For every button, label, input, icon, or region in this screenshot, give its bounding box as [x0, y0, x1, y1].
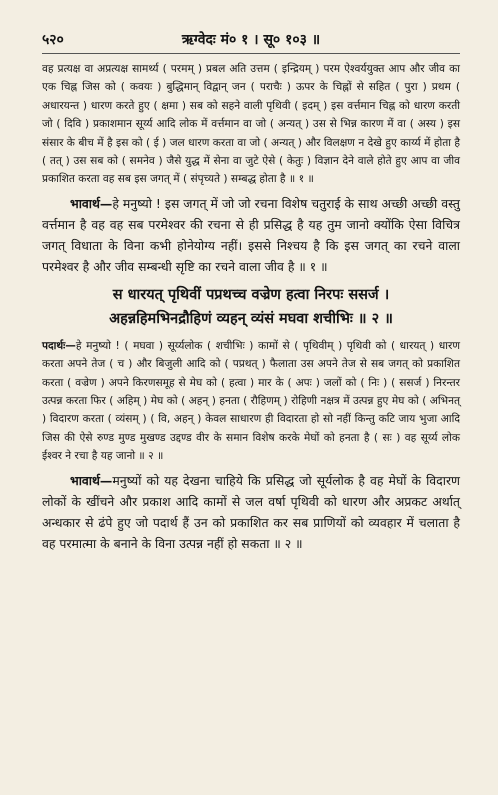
summary-label: भावार्थ—	[70, 472, 113, 488]
padartha-label: पदार्थः—	[42, 339, 76, 352]
summary-label: भावार्थ—	[70, 195, 113, 211]
commentary-paragraph-1: वह प्रत्यक्ष वा अप्रत्यक्ष सामर्थ्य ( परमम् ) प्रबल अति उत्तम ( इन्द्रियम् ) परम ऐश्वर्ययुक्त आप और जीव का एक चिह्न जिस को ( कवयः ) बुद्धिमान् विद्वान् जन ( पराचैः ) ऊपर के चिह्नों से सहित ( पुरा ) प्रथम ( अधारयन्त ) धारण करते हुए ( क्षमा ) सब को सहने वाली पृथिवी ( इदम् ) इस वर्त्तमान चिह्न को धारण करती जो ( दिवि ) प्रकाशमान सूर्य्य आदि लोक में वर्त्तमान वा जो ( अन्यत् ) उस से भिन्न कारण में वा ( अस्य ) इस संसार के बीच में है इस को ( ई ) जल धारण करता वा जो ( अन्यत् ) और विलक्षण न देखे हुए कार्य्य में होता है ( तत् ) उस सब को ( समनेव ) जैसे युद्ध में सेना वा जुटे ऐसे ( केतुः ) विज्ञान देने वाले होते हुए आप वा जीव प्रकाशित करता वह सब इस जगत् में ( संपृच्यते ) सम्बद्ध होता है ॥ १ ॥	[42, 63, 460, 186]
verse-line-1: स धारयत् पृथिवीं पप्रथच्च वज्रेण हत्वा निरपः ससर्ज ।	[112, 286, 390, 303]
commentary-paragraph-2	[42, 337, 460, 466]
summary-text: हे मनुष्यो ! इस जगत् में जो जो रचना विशेष चतुराई के साथ अच्छी अच्छी वस्तु वर्त्तमान है वह वह सब परमेश्वर की रचना से ही प्रसिद्ध है यह तुम जानो क्योंकि ऐसा विचित्र जगत् विधाता के विना कभी होनेयोग्य नहीं। इससे निश्चय है कि इस जगत् का रचने वाला परमेश्वर है और जीव सम्बन्धी सृष्टि का रचने वाला जीव है ॥ १ ॥	[42, 195, 460, 274]
page-number: ५२०	[42, 32, 64, 48]
page-header	[42, 30, 460, 54]
running-title: ऋग्वेदः मं० १ । सू० १०३ ॥	[181, 32, 321, 48]
summary-paragraph-2	[42, 470, 460, 554]
padartha-text: हे मनुष्यो ! ( मघवा ) सूर्य्यलोक ( शचीभिः ) कामों से ( पृथिवीम् ) पृथिवी को ( धारयत् ) धारण करता अपने तेज ( च ) और बिजुली आदि को ( पप्रथत् ) फैलाता उस अपने तेज से सब जगत् को प्रकाशित करता ( वज्रेण ) अपने किरणसमूह से मेघ को ( हत्वा ) मार के ( अपः ) जलों को ( निः ) ( ससर्ज ) निरन्तर उत्पन्न करता फिर ( अहिम् ) मेघ को ( अहन् ) हनता ( रौहिणम् ) रोहिणी नक्षत्र में उत्पन्न हुए मेघ को ( अभिनत् ) विदारण करता ( व्यंसम् ) ( वि, अहन् ) केवल साधारण ही विदारता हो सो नहीं किन्तु कटि जाय भुजा आदि जिस की ऐसे रुण्ड मुण्ड मुखण्ड उद्दण्ड वीर के समान विशेष करके मेघों को हनता है ( सः ) वह सूर्य्य लोक ईश्वर ने रचा है यह जानो ॥ २ ॥	[42, 339, 460, 463]
summary-paragraph-1	[42, 193, 460, 277]
verse-block	[42, 283, 460, 331]
summary-text: मनुष्यों को यह देखना चाहिये कि प्रसिद्ध जो सूर्यलोक है वह मेघों के विदारण लोकों के खींचने और प्रकाश आदि कामों से जल वर्षा पृथिवी को धारण और अप्रकट अर्थात् अन्धकार से ढंपे हुए जो पदार्थ हैं उन को प्रकाशित कर सब प्राणियों को व्यवहार में चलाता है वह परमात्मा के बनाने के विना उत्पन्न नहीं हो सकता ॥ २ ॥	[42, 472, 460, 551]
verse-line-2: अहन्नहिमभिनद्रौहिणं व्यहन् व्यंसं मघवा शचीभिः ॥ २ ॥	[109, 310, 393, 327]
